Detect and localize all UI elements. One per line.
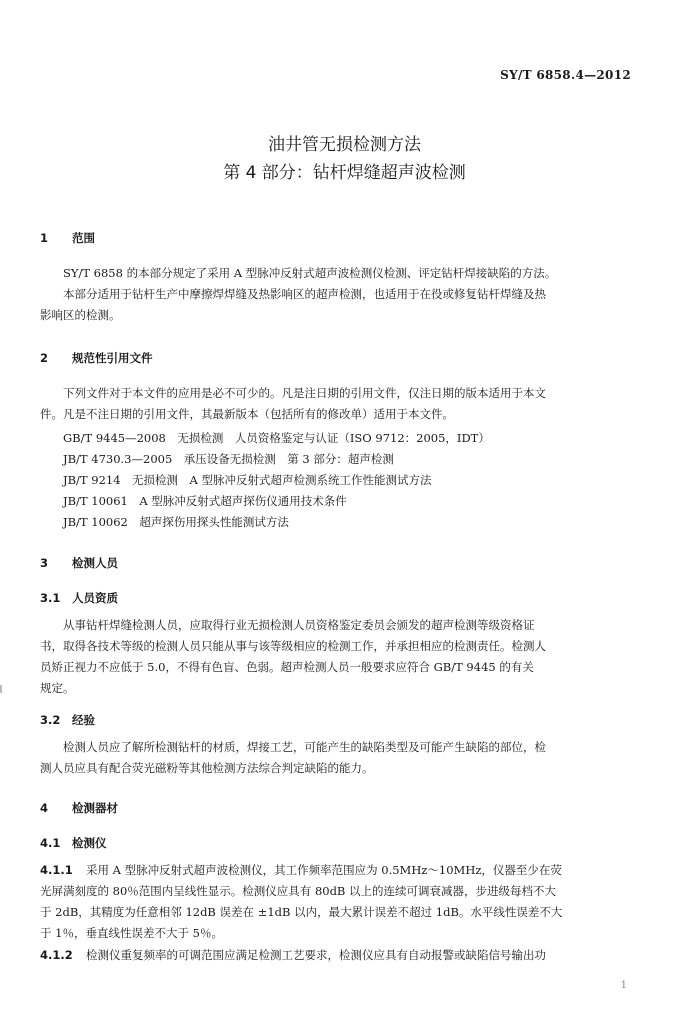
page-number: 1 [620,980,627,991]
document-title: 油井管无损检测方法 [268,135,421,155]
section-number: 4.1 [40,836,61,850]
section-number: 4 [40,801,49,815]
section-3-heading [40,555,118,571]
reference-item: JB/T 10062 超声探伤用探头性能测试方法 [63,515,289,529]
section-number: 3.2 [40,713,61,727]
section-4-heading [40,800,118,816]
section-title: 人员资质 [72,591,118,605]
clause-number: 4.1.1 [40,863,73,877]
paragraph-line: 光屏满刻度的 80％范围内呈线性显示。检测仪应具有 80dB 以上的连续可调衰减器，步进级每档不大 [40,884,557,898]
section-3-2-heading [40,712,95,728]
standard-number: SY/T 6858.4—2012 [500,68,631,82]
paragraph-line: 书，取得各技术等级的检测人员只能从事与该等级相应的检测工作，并承担相应的检测责任。检测人 [40,639,546,653]
paragraph-line: 影响区的检测。 [40,308,121,322]
section-3-2-body [40,737,636,779]
paragraph-line: 下列文件对于本文件的应用是必不可少的。凡是注日期的引用文件，仅注日期的版本适用于本文 [63,386,546,400]
section-title: 检测人员 [72,556,118,570]
paragraph-line: 件。凡是不注日期的引用文件，其最新版本（包括所有的修改单）适用于本文件。 [40,407,454,421]
section-1-body [40,263,636,326]
section-title: 范围 [72,231,95,245]
paragraph-line: 于 1％，垂直线性误差不大于 5％。 [40,926,223,940]
section-number: 1 [40,231,49,245]
section-3-1-heading [40,590,118,606]
reference-item: GB/T 9445—2008 无损检测 人员资格鉴定与认证（ISO 9712：2005，IDT） [63,431,490,445]
paragraph-line: 检测人员应了解所检测钻杆的材质，焊接工艺，可能产生的缺陷类型及可能产生缺陷的部位，检 [63,740,546,754]
paragraph-line: 规定。 [40,681,75,695]
paragraph-line: 本部分适用于钻杆生产中摩擦焊焊缝及热影响区的超声检测，也适用于在役或修复钻杆焊缝及热 [63,287,546,301]
section-title: 检测仪 [72,836,107,850]
section-number: 2 [40,351,49,365]
scan-edge-mark [0,685,2,693]
paragraph-line: 检测仪重复频率的可调范围应满足检测工艺要求，检测仪应具有自动报警或缺陷信号输出功 [86,948,546,962]
reference-item: JB/T 4730.3—2005 承压设备无损检测 第 3 部分：超声检测 [63,452,394,466]
section-2-heading [40,350,153,366]
paragraph-line: 于 2dB，其精度为任意相邻 12dB 误差在 ±1dB 以内，最大累计误差不超过 1dB。水平线性误差不大 [40,905,563,919]
section-number: 3 [40,556,49,570]
document-subtitle: 第 4 部分：钻杆焊缝超声波检测 [223,163,466,183]
clause-number: 4.1.2 [40,948,73,962]
paragraph-line: 员矫正视力不应低于 5.0，不得有色盲、色弱。超声检测人员一般要求应符合 GB/T 9445 的有关 [40,660,534,674]
reference-item: JB/T 9214 无损检测 A 型脉冲反射式超声检测系统工作性能测试方法 [63,473,432,487]
section-2-body [40,383,636,425]
section-3-1-body [40,615,636,699]
section-number: 3.1 [40,591,61,605]
paragraph-line: SY/T 6858 的本部分规定了采用 A 型脉冲反射式超声波检测仪检测、评定钻杆焊接缺陷的方法。 [63,266,557,280]
paragraph-line: 测人员应具有配合荧光磁粉等其他检测方法综合判定缺陷的能力。 [40,761,374,775]
paragraph-line: 从事钻杆焊缝检测人员，应取得行业无损检测人员资格鉴定委员会颁发的超声检测等级资格证 [63,618,535,632]
reference-item: JB/T 10061 A 型脉冲反射式超声探伤仪通用技术条件 [63,494,347,508]
section-4-1-heading [40,835,107,851]
paragraph-line: 采用 A 型脉冲反射式超声波检测仪，其工作频率范围应为 0.5MHz～10MHz，仪器至少在荧 [86,863,562,877]
section-title: 经验 [72,713,95,727]
section-title: 规范性引用文件 [72,351,153,365]
section-title: 检测器材 [72,801,118,815]
section-1-heading [40,230,95,246]
section-4-1-2-body [40,945,636,966]
section-4-1-1-body [40,860,636,944]
